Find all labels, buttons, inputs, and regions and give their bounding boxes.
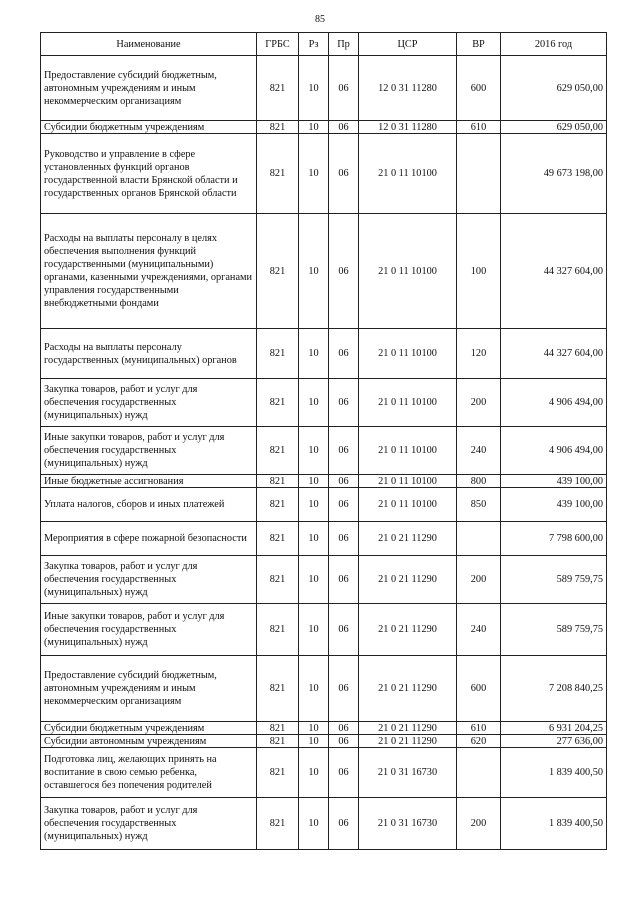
row-amount: 7 208 840,25 [501, 656, 607, 722]
table-row [41, 748, 607, 798]
row-pr: 06 [329, 329, 359, 379]
row-pr: 06 [329, 798, 359, 850]
header-pr: Пр [329, 33, 359, 56]
row-pr: 06 [329, 134, 359, 214]
row-vr: 620 [457, 735, 501, 748]
row-rz: 10 [299, 722, 329, 735]
row-vr: 120 [457, 329, 501, 379]
row-name: Закупка товаров, работ и услуг для обеспечения государственных (муниципальных) нужд [41, 556, 257, 604]
row-rz: 10 [299, 134, 329, 214]
row-rz: 10 [299, 798, 329, 850]
row-pr: 06 [329, 556, 359, 604]
row-grbs: 821 [257, 656, 299, 722]
row-rz: 10 [299, 488, 329, 522]
row-name: Субсидии бюджетным учреждениям [41, 722, 257, 735]
row-pr: 06 [329, 735, 359, 748]
row-grbs: 821 [257, 604, 299, 656]
row-amount: 439 100,00 [501, 488, 607, 522]
row-name: Закупка товаров, работ и услуг для обеспечения государственных (муниципальных) нужд [41, 379, 257, 427]
row-grbs: 821 [257, 522, 299, 556]
row-rz: 10 [299, 735, 329, 748]
row-name: Уплата налогов, сборов и иных платежей [41, 488, 257, 522]
row-name: Субсидии бюджетным учреждениям [41, 121, 257, 134]
row-csr: 12 0 31 11280 [359, 121, 457, 134]
row-vr [457, 134, 501, 214]
row-csr: 21 0 11 10100 [359, 379, 457, 427]
row-name: Иные закупки товаров, работ и услуг для обеспечения государственных (муниципальных) нужд [41, 604, 257, 656]
header-name: Наименование [41, 33, 257, 56]
row-grbs: 821 [257, 748, 299, 798]
header-vr: ВР [457, 33, 501, 56]
row-vr [457, 748, 501, 798]
row-amount: 6 931 204,25 [501, 722, 607, 735]
row-grbs: 821 [257, 722, 299, 735]
row-csr: 21 0 11 10100 [359, 427, 457, 475]
row-vr [457, 522, 501, 556]
row-name: Расходы на выплаты персоналу в целях обеспечения выполнения функций государственными (муниципальными) органами, казенными учреждениями, органами управления государственными внебюджетными фондами [41, 214, 257, 329]
row-pr: 06 [329, 379, 359, 427]
row-name: Предоставление субсидий бюджетным, автономным учреждениям и иным некоммерческим организациям [41, 56, 257, 121]
row-pr: 06 [329, 656, 359, 722]
row-vr: 200 [457, 798, 501, 850]
row-amount: 629 050,00 [501, 121, 607, 134]
page-number: 85 [315, 14, 325, 25]
row-vr: 600 [457, 56, 501, 121]
row-pr: 06 [329, 488, 359, 522]
row-name: Предоставление субсидий бюджетным, автономным учреждениям и иным некоммерческим организациям [41, 656, 257, 722]
row-grbs: 821 [257, 488, 299, 522]
row-name: Субсидии автономным учреждениям [41, 735, 257, 748]
row-rz: 10 [299, 556, 329, 604]
row-csr: 21 0 11 10100 [359, 134, 457, 214]
row-csr: 21 0 21 11290 [359, 522, 457, 556]
row-vr: 850 [457, 488, 501, 522]
header-rz: Рз [299, 33, 329, 56]
row-amount: 439 100,00 [501, 475, 607, 488]
row-csr: 21 0 11 10100 [359, 488, 457, 522]
row-grbs: 821 [257, 214, 299, 329]
row-amount: 1 839 400,50 [501, 748, 607, 798]
row-csr: 21 0 11 10100 [359, 475, 457, 488]
row-vr: 800 [457, 475, 501, 488]
row-amount: 4 906 494,00 [501, 379, 607, 427]
row-grbs: 821 [257, 379, 299, 427]
row-pr: 06 [329, 427, 359, 475]
row-amount: 49 673 198,00 [501, 134, 607, 214]
row-vr: 200 [457, 556, 501, 604]
row-name: Иные закупки товаров, работ и услуг для обеспечения государственных (муниципальных) нужд [41, 427, 257, 475]
row-amount: 589 759,75 [501, 556, 607, 604]
table-header-row [41, 33, 607, 56]
row-csr: 21 0 11 10100 [359, 214, 457, 329]
row-name: Расходы на выплаты персоналу государственных (муниципальных) органов [41, 329, 257, 379]
row-csr: 21 0 21 11290 [359, 722, 457, 735]
row-rz: 10 [299, 121, 329, 134]
row-name: Иные бюджетные ассигнования [41, 475, 257, 488]
row-csr: 21 0 21 11290 [359, 556, 457, 604]
row-grbs: 821 [257, 427, 299, 475]
row-csr: 21 0 31 16730 [359, 798, 457, 850]
row-pr: 06 [329, 748, 359, 798]
table-row [41, 604, 607, 656]
row-pr: 06 [329, 475, 359, 488]
header-grbs: ГРБС [257, 33, 299, 56]
row-name: Руководство и управление в сфере установленных функций органов государственной власти Брянской области и государственных органов Брянской области [41, 134, 257, 214]
row-rz: 10 [299, 56, 329, 121]
table-row [41, 121, 607, 134]
budget-table [40, 32, 607, 850]
table-row [41, 214, 607, 329]
row-amount: 1 839 400,50 [501, 798, 607, 850]
row-csr: 21 0 31 16730 [359, 748, 457, 798]
row-csr: 21 0 21 11290 [359, 735, 457, 748]
row-csr: 12 0 31 11280 [359, 56, 457, 121]
row-rz: 10 [299, 656, 329, 722]
table-row [41, 475, 607, 488]
row-amount: 589 759,75 [501, 604, 607, 656]
table-row [41, 56, 607, 121]
table-row [41, 488, 607, 522]
row-vr: 240 [457, 427, 501, 475]
header-amount: 2016 год [501, 33, 607, 56]
row-grbs: 821 [257, 475, 299, 488]
header-csr: ЦСР [359, 33, 457, 56]
row-grbs: 821 [257, 556, 299, 604]
row-rz: 10 [299, 214, 329, 329]
table-row [41, 722, 607, 735]
table-row [41, 134, 607, 214]
row-csr: 21 0 11 10100 [359, 329, 457, 379]
row-amount: 629 050,00 [501, 56, 607, 121]
table-row [41, 427, 607, 475]
row-amount: 277 636,00 [501, 735, 607, 748]
table-row [41, 379, 607, 427]
table-row [41, 798, 607, 850]
row-name: Закупка товаров, работ и услуг для обеспечения государственных (муниципальных) нужд [41, 798, 257, 850]
row-csr: 21 0 21 11290 [359, 604, 457, 656]
row-vr: 600 [457, 656, 501, 722]
row-rz: 10 [299, 427, 329, 475]
row-pr: 06 [329, 522, 359, 556]
row-name: Мероприятия в сфере пожарной безопасности [41, 522, 257, 556]
row-rz: 10 [299, 748, 329, 798]
row-rz: 10 [299, 379, 329, 427]
table-row [41, 522, 607, 556]
row-rz: 10 [299, 329, 329, 379]
row-pr: 06 [329, 722, 359, 735]
table-row [41, 556, 607, 604]
row-grbs: 821 [257, 56, 299, 121]
row-rz: 10 [299, 604, 329, 656]
row-grbs: 821 [257, 329, 299, 379]
table-row [41, 329, 607, 379]
row-pr: 06 [329, 121, 359, 134]
row-rz: 10 [299, 475, 329, 488]
row-grbs: 821 [257, 134, 299, 214]
table-row [41, 735, 607, 748]
row-vr: 610 [457, 121, 501, 134]
row-vr: 240 [457, 604, 501, 656]
row-pr: 06 [329, 56, 359, 121]
row-amount: 44 327 604,00 [501, 329, 607, 379]
row-csr: 21 0 21 11290 [359, 656, 457, 722]
row-pr: 06 [329, 604, 359, 656]
table-row [41, 656, 607, 722]
row-grbs: 821 [257, 735, 299, 748]
row-amount: 7 798 600,00 [501, 522, 607, 556]
row-vr: 610 [457, 722, 501, 735]
row-name: Подготовка лиц, желающих принять на воспитание в свою семью ребенка, оставшегося без попечения родителей [41, 748, 257, 798]
row-vr: 200 [457, 379, 501, 427]
row-vr: 100 [457, 214, 501, 329]
row-pr: 06 [329, 214, 359, 329]
row-grbs: 821 [257, 121, 299, 134]
row-rz: 10 [299, 522, 329, 556]
row-amount: 44 327 604,00 [501, 214, 607, 329]
row-grbs: 821 [257, 798, 299, 850]
row-amount: 4 906 494,00 [501, 427, 607, 475]
